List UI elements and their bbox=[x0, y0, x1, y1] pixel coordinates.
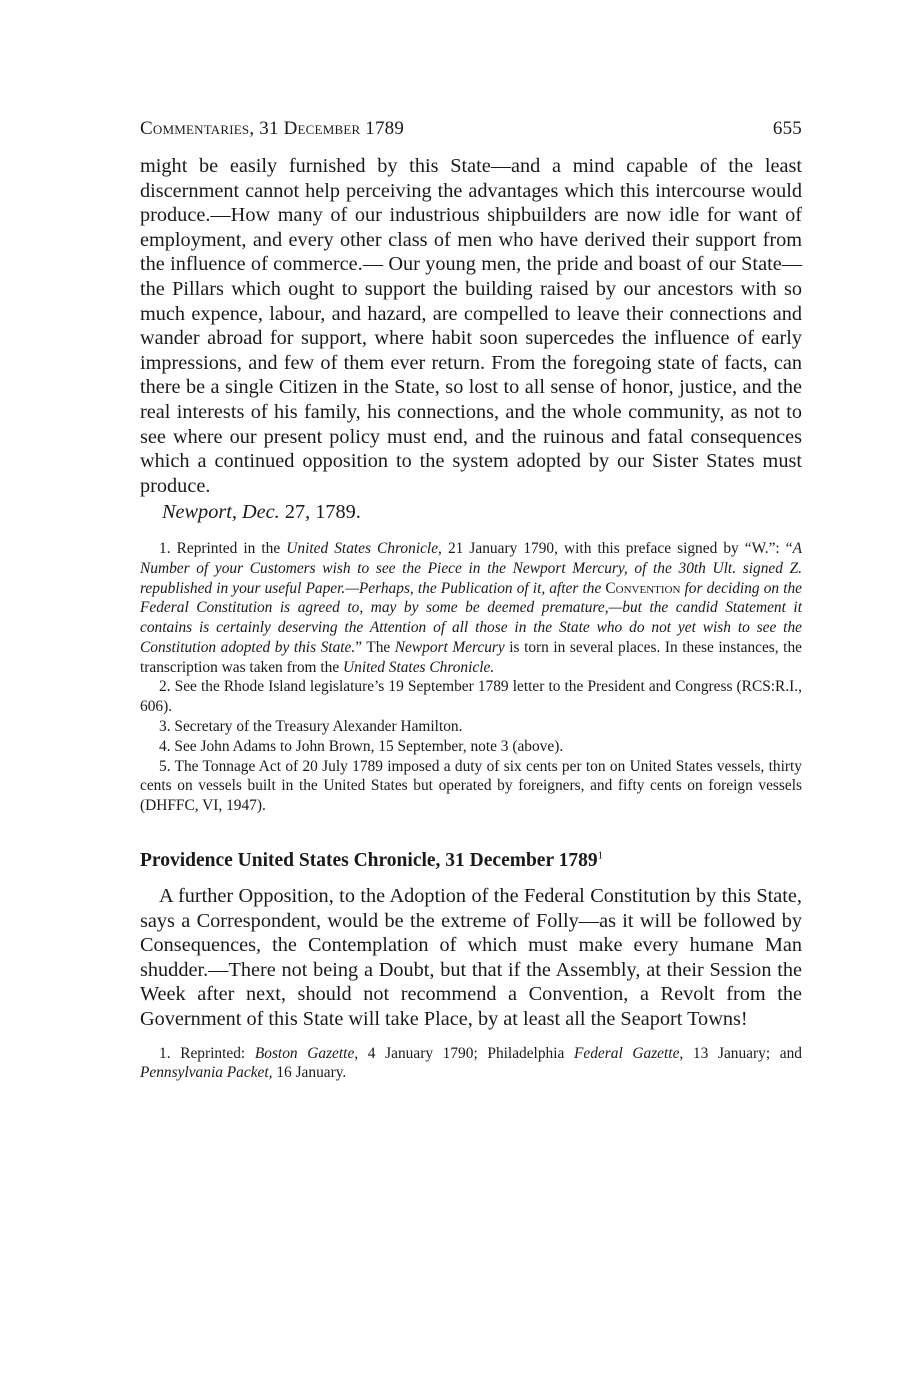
note-text: 4 January 1790; Philadelphia bbox=[358, 1044, 574, 1062]
section-title-text: Providence United States Chronicle, 31 December 1789 bbox=[140, 850, 598, 872]
note-text: 16 January. bbox=[272, 1064, 347, 1082]
note-italic: Newport Mercury bbox=[394, 638, 505, 656]
note-italic-quote: for deciding on the Federal Constitution is agreed to, may by some be deemed premature,—but the candid Statement it contains is certainly deserving the Attention of all those in the State who do not yet wish to see the Constitution adopted by this State. bbox=[140, 579, 802, 656]
footnotes bbox=[140, 539, 802, 816]
note-italic: Boston Gazette, bbox=[254, 1044, 359, 1062]
section-title-footnote-ref: 1 bbox=[597, 849, 604, 862]
note-italic-quote: A Number of your Customers wish to see the Piece in the Newport Mercury, of the 30th Ult. signed Z. republished in your useful Paper.—Perhaps, the Publication of it, after the bbox=[140, 539, 802, 597]
section-article: A further Opposition, to the Adoption of the Federal Constitution by this State, says a Correspondent, would be the extreme of Folly—as it will be followed by Consequences, the Contemplation of which must make every humane Man shudder.—There not being a Doubt, but that if the Assembly, at their Session the Week after next, should not recommend a Convention, a Revolt from the Government of this State will take Place, by at least all the Seaport Towns! bbox=[140, 885, 802, 1031]
page-number: 655 bbox=[772, 118, 802, 139]
dateline-date: 27, 1789. bbox=[284, 501, 361, 524]
dateline bbox=[162, 500, 802, 525]
note-text: is torn in several places. In these instances, the transcription was taken from the bbox=[140, 638, 802, 676]
note-text: 1. Reprinted in the bbox=[159, 539, 287, 557]
footnote-2: 2. See the Rhode Island legislature’s 19 September 1789 letter to the President and Congress (RCS:R.I., 606). bbox=[140, 678, 802, 716]
note-italic: Pennsylvania Packet, bbox=[140, 1064, 273, 1082]
body-paragraph: might be easily furnished by this State—and a mind capable of the least discernment cannot help perceiving the advantages which this intercourse would produce.—How many of our industrious shipbuilders are now idle for want of employment, and every other class of men who have derived their support from the influence of commerce.— Our young men, the pride and boast of our State—the Pillars which ought to support the building raised by our ancestors with so much expence, labour, and hazard, are compelled to leave their connections and wander abroad for support, where habit soon supercedes the influence of early impressions, and few of them ever return. From the foregoing state of facts, can there be a single Citizen in the State, so lost to all sense of honor, justice, and the real interests of his family, his connections, and the whole community, as not to see where our present policy must end, and the ruinous and fatal consequences which a continued opposition to the system adopted by our Sister States must produce. bbox=[140, 155, 802, 497]
running-head-title: Commentaries, 31 December 1789 bbox=[140, 118, 405, 139]
note-smallcaps: Convention bbox=[605, 579, 681, 597]
note-text: 1. Reprinted: bbox=[159, 1044, 255, 1062]
dateline-place: Newport, Dec. bbox=[162, 501, 280, 524]
section-footnote-1 bbox=[140, 1044, 802, 1084]
note-text: 13 January; and bbox=[683, 1044, 802, 1062]
running-head bbox=[140, 118, 802, 140]
section-title bbox=[140, 850, 802, 872]
footnote-4: 4. See John Adams to John Brown, 15 September, note 3 (above). bbox=[159, 737, 564, 755]
footnote-1 bbox=[140, 539, 802, 678]
note-italic: United States Chronicle. bbox=[343, 658, 495, 676]
note-text: 21 January 1790, with this preface signed by “W.”: “ bbox=[441, 539, 793, 557]
footnote-5: 5. The Tonnage Act of 20 July 1789 imposed a duty of six cents per ton on United States vessels, thirty cents on vessels built in the United States but operated by foreigners, and fifty cents on foreign vessels (DHFFC, VI, 1947). bbox=[140, 757, 802, 815]
document-page bbox=[140, 118, 802, 1083]
note-italic: United States Chronicle, bbox=[286, 539, 442, 557]
section-footnotes bbox=[140, 1044, 802, 1084]
note-italic: Federal Gazette, bbox=[574, 1044, 684, 1062]
note-text: ” The bbox=[355, 638, 395, 656]
footnote-3: 3. Secretary of the Treasury Alexander Hamilton. bbox=[159, 718, 463, 736]
